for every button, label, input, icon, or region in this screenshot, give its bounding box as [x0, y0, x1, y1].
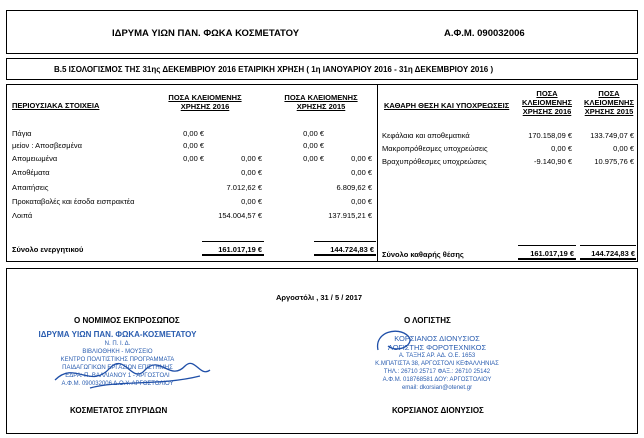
stamp-line: ΙΔΡΥΜΑ ΥΙΩΝ ΠΑΝ. ΦΩΚΑ-ΚΟΣΜΕΤΑΤΟΥ	[38, 330, 197, 339]
stamp-line: email: dkorsian@otenet.gr	[401, 385, 473, 391]
stamp-line: ΤΗΛ.: 26710 25717 ΦΑΞ.: 26710 25142	[383, 369, 491, 375]
stamp-line: ΚΕΝΤΡΟ ΠΟΛΙΤΙΣΤΙΚΗΣ ΠΡΟΓΡΑΜΜΑΤΑ	[60, 357, 175, 363]
assets-heading: ΠΕΡΙΟΥΣΙΑΚΑ ΣΤΟΙΧΕΙΑ	[12, 101, 100, 110]
stamp-line: ΠΑΙΔΑΓΩΓΙΚΩΝ ΕΡΓΑΣΙΩΝ ΕΠΙΣΤΗΜΗΣ	[62, 365, 173, 371]
liability-label: Βραχυπρόθεσμες υποχρεώσεις	[382, 157, 487, 166]
assets-col-2016: ΠΟΣΑ ΚΛΕΙΟΜΕΝΗΣ ΧΡΗΣΗΣ 2016	[168, 93, 242, 111]
accountant-signature	[368, 320, 428, 360]
asset-value: 0,00 €	[303, 141, 324, 150]
asset-value: 137.915,21 €	[328, 211, 372, 220]
liability-value: 133.749,07 €	[590, 131, 634, 140]
stamp-line: Α.Φ.Μ. 018768581 ΔΟΥ: ΑΡΓΟΣΤΟΛΙΟΥ	[382, 377, 492, 383]
asset-value: 154.004,57 €	[218, 211, 262, 220]
representative-signature	[50, 340, 220, 400]
asset-value: 0,00 €	[183, 141, 204, 150]
assets-col-2015: ΠΟΣΑ ΚΛΕΙΟΜΕΝΗΣ ΧΡΗΣΗΣ 2015	[284, 93, 358, 111]
liabilities-col-2016: ΠΟΣΑ ΚΛΕΙΟΜΕΝΗΣ ΧΡΗΣΗΣ 2016	[522, 89, 572, 116]
liability-value: 0,00 €	[613, 144, 634, 153]
stamp-line: Κ.ΜΠΑΤΙΣΤΑ 38, ΑΡΓΟΣΤΟΛΙ ΚΕΦΑΛΛΗΝΙΑΣ	[375, 361, 499, 367]
asset-value: 0,00 €	[351, 154, 372, 163]
stamp-line: Α. ΤΑΞΗΣ ΑΡ. ΑΔ. Ο.Ε. 1653	[398, 353, 476, 359]
liabilities-heading: ΚΑΘΑΡΗ ΘΕΣΗ ΚΑΙ ΥΠΟΧΡΕΩΣΕΙΣ	[384, 101, 510, 110]
legal-representative-title: Ο ΝΟΜΙΜΟΣ ΕΚΠΡΟΣΩΠΟΣ	[74, 316, 180, 325]
place-date: Αργοστόλι , 31 / 5 / 2017	[276, 293, 363, 302]
stamp-line: ΚΟΡΣΙΑΝΟΣ ΔΙΟΝΥΣΙΟΣ	[394, 334, 480, 343]
liabilities-total-label: Σύνολο καθαρής θέσης	[382, 250, 464, 259]
liabilities-total-2015: 144.724,83 €	[591, 249, 635, 258]
accountant-name: ΚΟΡΣΙΑΝΟΣ ΔΙΟΝΥΣΙΟΣ	[392, 406, 484, 415]
accountant-title: Ο ΛΟΓΙΣΤΗΣ	[404, 316, 451, 325]
legal-representative-name: ΚΟΣΜΕΤΑΤΟΣ ΣΠΥΡΙΔΩΝ	[70, 406, 168, 415]
assets-total-2016: 161.017,19 €	[218, 245, 262, 254]
asset-value: 0,00 €	[303, 154, 324, 163]
stamp-line: ΛΟΓΙΣΤΗΣ ΦΟΡΟΤΕΧΝΙΚΟΣ	[387, 343, 487, 352]
liability-value: 10.975,76 €	[594, 157, 634, 166]
asset-value: 0,00 €	[241, 168, 262, 177]
asset-value: 0,00 €	[183, 154, 204, 163]
asset-label: Απαιτήσεις	[12, 183, 49, 192]
asset-value: 7.012,62 €	[226, 183, 262, 192]
liabilities-total-2016: 161.017,19 €	[530, 249, 574, 258]
tax-id: Α.Φ.Μ. 090032006	[444, 28, 525, 39]
assets-total-label: Σύνολο ενεργητικού	[12, 245, 84, 254]
asset-value: 0,00 €	[241, 197, 262, 206]
asset-value: 0,00 €	[303, 129, 324, 138]
liability-value: 0,00 €	[551, 144, 572, 153]
asset-label: Λοιπά	[12, 211, 33, 220]
assets-total-2015: 144.724,83 €	[330, 245, 374, 254]
liability-value: -9.140,90 €	[534, 157, 572, 166]
asset-label: μείον : Αποσβεσμένα	[12, 141, 82, 150]
asset-label: Προκαταβολές και έσοδα εισπρακτέα	[12, 197, 135, 206]
liabilities-col-2015: ΠΟΣΑ ΚΛΕΙΟΜΕΝΗΣ ΧΡΗΣΗΣ 2015	[584, 89, 634, 116]
stamp-line: ΕΔΡΑ: Π. ΒΑΛΛΙΑΝΟΥ 1 - ΑΡΓΟΣΤΟΛΙ	[65, 373, 170, 379]
asset-label: Αποθέματα	[12, 168, 50, 177]
asset-label: Απομειωμένα	[12, 154, 58, 163]
stamp-line: Α.Φ.Μ. 090032006 Δ.Ο.Υ. ΑΡΓΟΣΤΟΛΙΟΥ	[61, 381, 174, 387]
liability-label: Κεφάλαια και αποθεματικά	[382, 131, 470, 140]
stamp-line: Ν. Π. Ι. Δ.	[104, 341, 131, 347]
asset-value: 0,00 €	[351, 168, 372, 177]
liability-label: Μακροπρόθεσμες υποχρεώσεις	[382, 144, 488, 153]
asset-label: Πάγια	[12, 129, 32, 138]
balance-sheet-title: Β.5 ΙΣΟΛΟΓΙΣΜΟΣ ΤΗΣ 31ης ΔΕΚΕΜΒΡΙΟΥ 2016 ΕΤΑΙΡΙΚΗ ΧΡΗΣΗ ( 1η ΙΑΝΟΥΑΡΙΟΥ 2016 - 31η ΔΕΚΕΜΒΡΙΟΥ 2016 )	[54, 65, 494, 74]
asset-value: 0,00 €	[183, 129, 204, 138]
asset-value: 0,00 €	[351, 197, 372, 206]
asset-value: 6.809,62 €	[336, 183, 372, 192]
stamp-line: ΒΙΒΛΙΟΘΗΚΗ - ΜΟΥΣΕΙΟ	[82, 349, 153, 355]
asset-value: 0,00 €	[241, 154, 262, 163]
document-header	[6, 10, 638, 54]
liability-value: 170.158,09 €	[528, 131, 572, 140]
column-divider	[377, 84, 378, 262]
company-name: ΙΔΡΥΜΑ ΥΙΩΝ ΠΑΝ. ΦΩΚΑ ΚΟΣΜΕΤΑΤΟΥ	[112, 28, 300, 39]
